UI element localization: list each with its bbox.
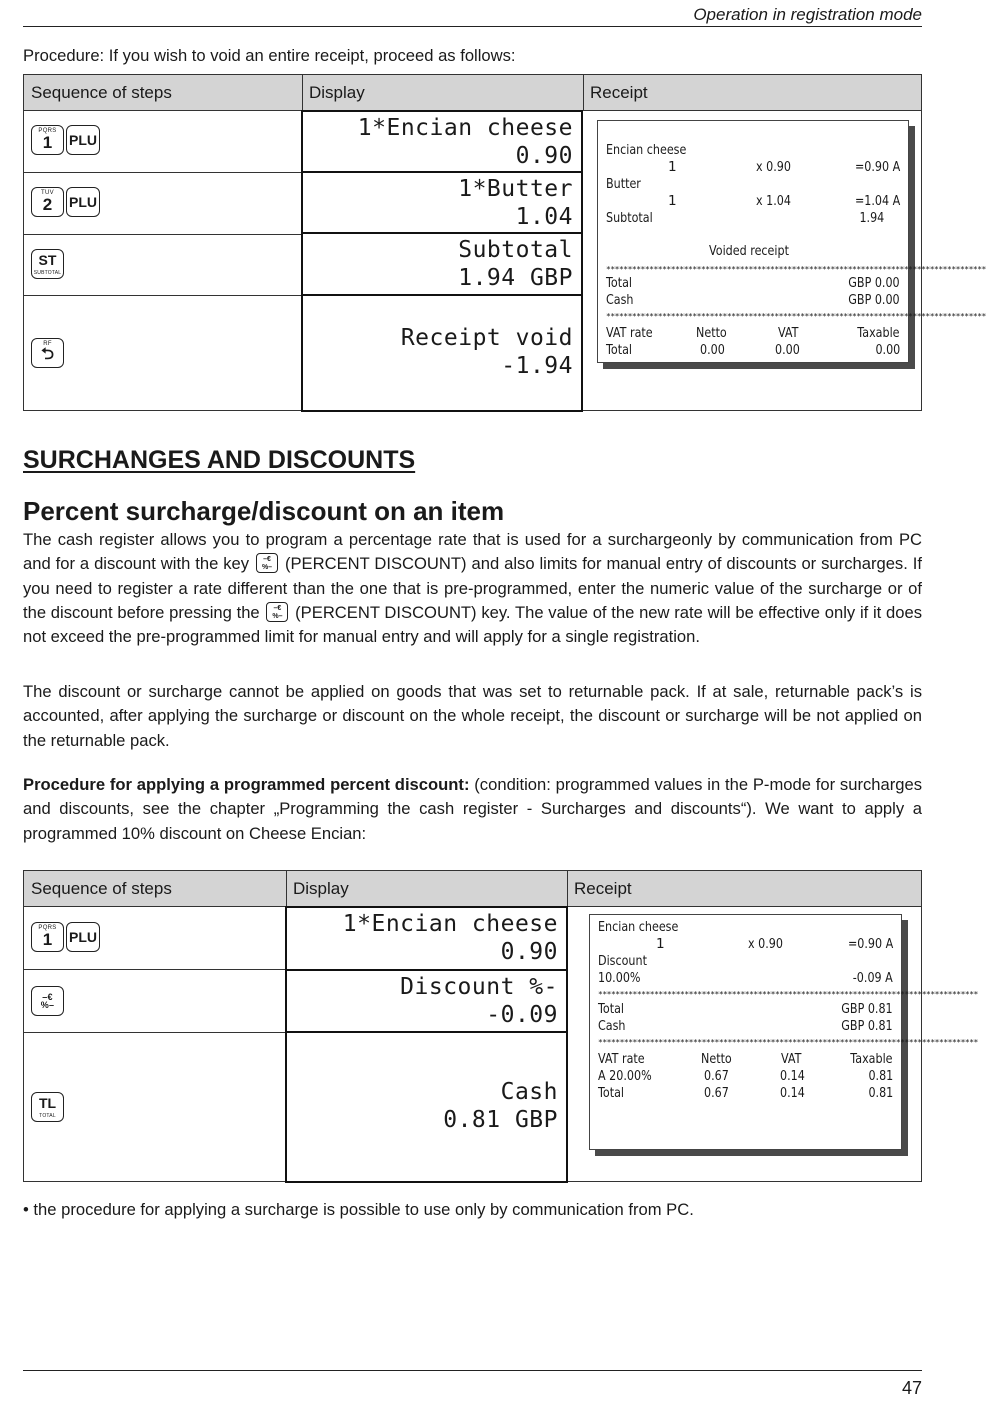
page-header — [23, 4, 922, 27]
key-2[interactable]: TUV 2 — [31, 187, 64, 217]
void-receipt-table — [23, 74, 986, 411]
subtotal-key[interactable]: ST SUBTOTAL — [31, 249, 64, 279]
subsection-title: Percent surcharge/discount on an item — [23, 496, 505, 526]
receipt-discount: Encian cheese 1 x 0.90 =0.90 A Discount 10.00% -0.09 A **************************************************************************************** Total GBP 0.81 Cash GBP 0.81 **************************************************************************************** VAT rate Netto VAT Taxable A 20.00% 0.67 0.14 0.81 Total 0.67 0.14 0.81 — [589, 914, 902, 1150]
percent-discount-key-icon: –€ %– — [266, 602, 288, 622]
display-panel-3: Subtotal 1.94 GBP — [301, 232, 583, 296]
display-panel-2: Discount %- -0.09 — [285, 969, 568, 1033]
step-keys-3 — [31, 1092, 64, 1122]
header-sequence: Sequence of steps — [31, 83, 172, 102]
return-arrow-icon: ⮌ — [41, 346, 54, 363]
receipt-voided: Encian cheese 1 x 0.90 =0.90 A Butter 1 x 1.04 =1.04 A Subtotal 1.94 Voided receipt **************************************************************************************** Total GBP 0.00 Cash GBP 0.00 **************************************************************************************** VAT rate Netto VAT Taxable Total 0.00 0.00 0.00 — [597, 120, 909, 363]
paragraph-procedure: Procedure for applying a programmed percent discount: (condition: programmed values in the P-mode for surcharges and discounts, see the chapter „Programming the cash register - Surcharges and discounts“). We want to apply a programmed 10% discount on Cheese Encian: — [23, 775, 923, 843]
surcharge-note: • the procedure for applying a surcharge is possible to use only by communication from PC. — [23, 1200, 694, 1219]
display-panel-1: 1*Encian cheese 0.90 — [285, 906, 568, 971]
display-panel-3: Cash 0.81 GBP — [285, 1031, 568, 1183]
header-display: Display — [293, 879, 349, 898]
step-keys-2 — [31, 187, 100, 217]
header-receipt: Receipt — [590, 83, 648, 102]
step-keys-4 — [31, 338, 64, 368]
percent-discount-key[interactable]: –€ %– — [31, 986, 64, 1016]
percent-discount-key-icon: –€ %– — [256, 553, 278, 573]
display-panel-1: 1*Encian cheese 0.90 — [301, 110, 583, 173]
section-running-title: Operation in registration mode — [693, 5, 922, 24]
paragraph-percent-intro: The cash register allows you to program a percentage rate that is used for a surchargeonly by communication from PC and for a discount with the key –€ %– (PERCENT DISCOUNT) and also limits for manual entry of discounts or surcharges. If you need to register a rate different than the one that is pre-programmed, enter the numeric value of the surcharge or of the discount before pressing the –€ %– (PERCENT DISCOUNT) key. The value of the new rate will be effective only if it does not exceed the pre-programmed limit for manual entry and will apply for a single registration. — [23, 530, 922, 647]
key-1[interactable]: PQRS 1 — [31, 125, 64, 155]
bullet-icon: • — [23, 1200, 34, 1219]
key-1[interactable]: PQRS 1 — [31, 922, 64, 952]
refund-key[interactable]: RF ⮌ — [31, 338, 64, 368]
plu-key[interactable]: PLU — [66, 922, 100, 952]
step-keys-1 — [31, 125, 100, 155]
table-header — [24, 75, 921, 111]
step-keys-1 — [31, 922, 100, 952]
discount-table — [23, 870, 978, 1182]
display-panel-2: 1*Butter 1.04 — [301, 171, 583, 234]
section-title: SURCHANGES AND DISCOUNTS — [23, 446, 416, 474]
header-receipt: Receipt — [574, 879, 632, 898]
plu-key[interactable]: PLU — [66, 187, 100, 217]
intro-text: Procedure: If you wish to void an entire receipt, proceed as follows: — [23, 46, 516, 65]
header-display: Display — [309, 83, 365, 102]
total-key[interactable]: TL TOTAL — [31, 1092, 64, 1122]
plu-key[interactable]: PLU — [66, 125, 100, 155]
step-keys-2 — [31, 986, 64, 1016]
step-keys-3 — [31, 249, 64, 279]
paragraph-returnable-pack: The discount or surcharge cannot be applied on goods that was set to returnable pack. If at sale, returnable pack’s is accounted, after applying the surcharge or discount on the whole receipt, the discount or surcharge will be not applied on the returnable pack. — [23, 682, 922, 750]
page-number: 47 — [901, 1378, 922, 1398]
header-sequence: Sequence of steps — [31, 879, 172, 898]
footer-divider — [23, 1370, 922, 1371]
display-panel-4: Receipt void -1.94 — [301, 294, 583, 412]
table-header — [24, 871, 921, 907]
